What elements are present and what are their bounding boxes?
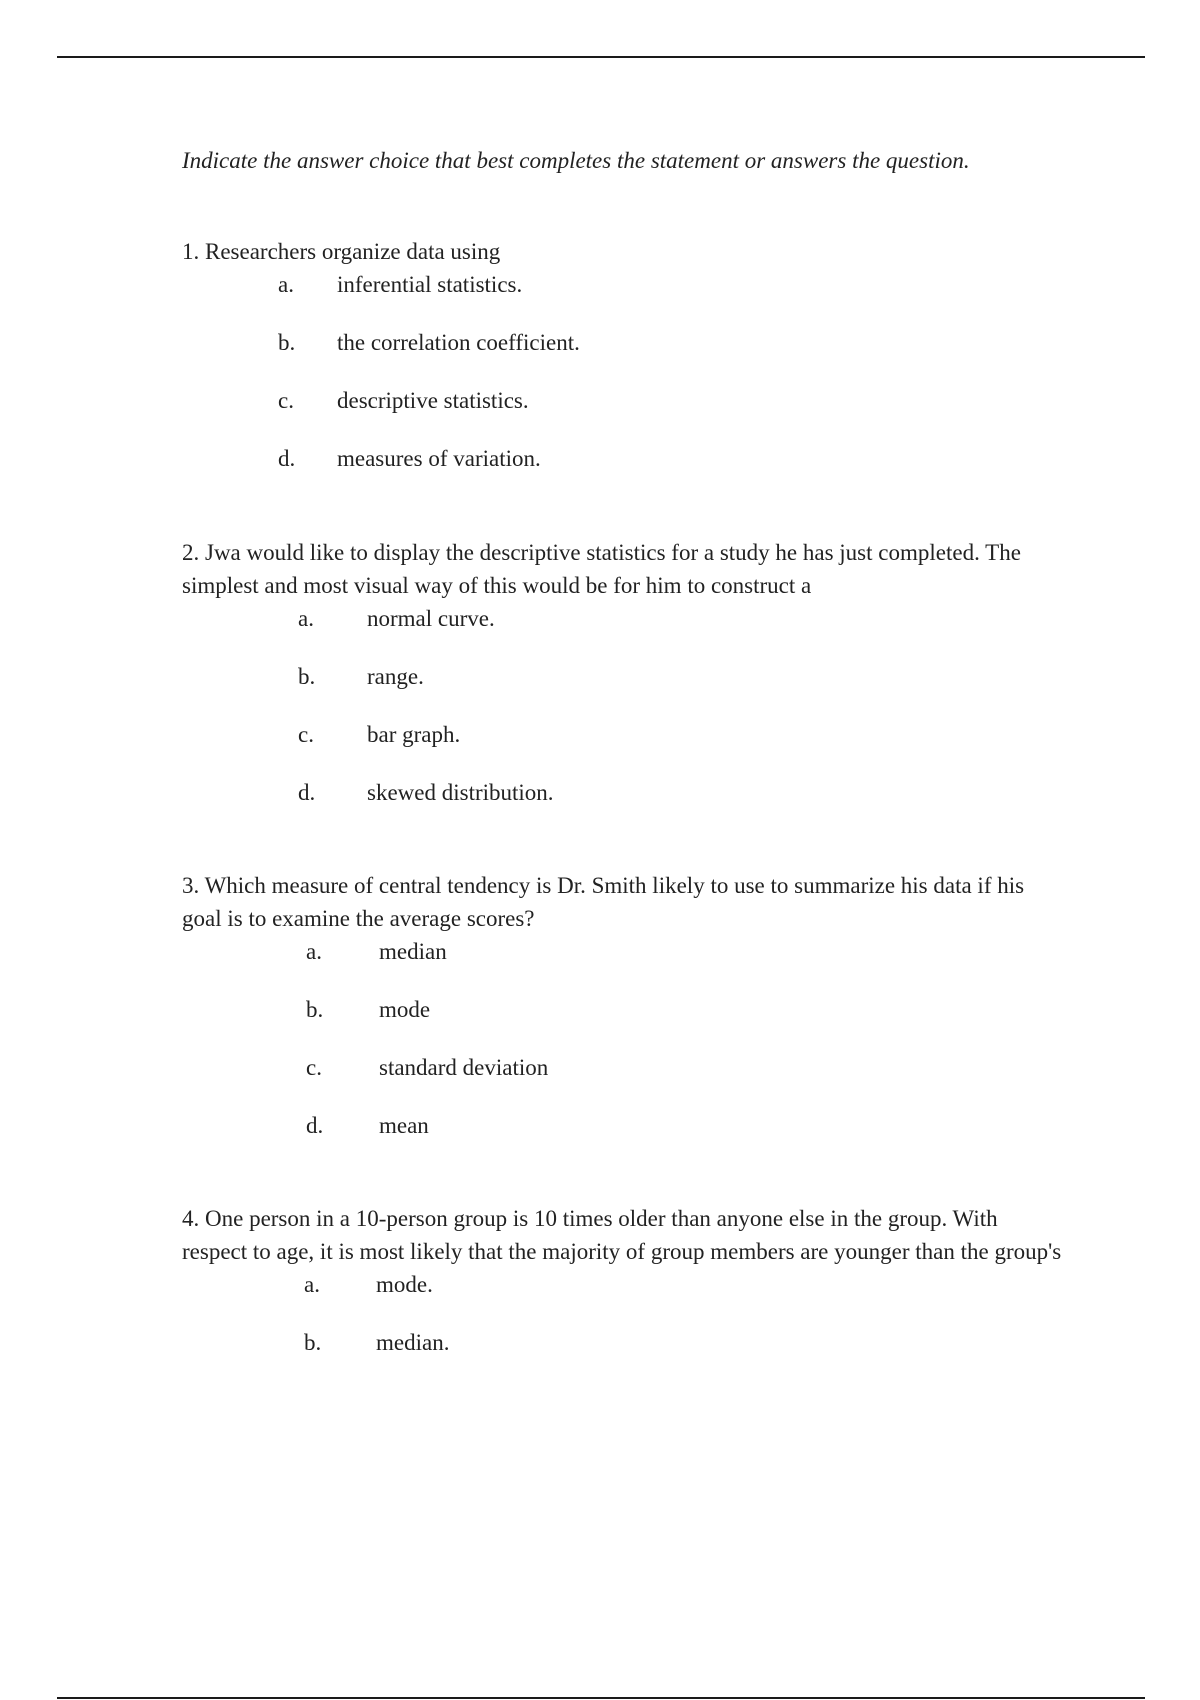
choice-text: the correlation coefficient. [337,330,580,355]
choice-letter: c. [278,388,294,413]
choice-text: bar graph. [367,722,461,747]
choice-text: inferential statistics. [337,272,523,297]
answer-choice-d[interactable] [298,776,1062,834]
question-2 [182,536,1062,834]
choice-letter: a. [278,272,294,297]
answer-choices [278,268,1062,500]
choice-text: mode. [376,1272,433,1297]
choice-text: standard deviation [379,1055,549,1080]
choice-letter: a. [304,1272,320,1297]
answer-choice-a[interactable] [298,602,1062,660]
answer-choices [306,935,1062,1167]
choice-letter: b. [304,1330,322,1355]
choice-text: measures of variation. [337,446,541,471]
answer-choice-b[interactable] [298,660,1062,718]
choice-letter: b. [278,330,296,355]
answer-choice-c[interactable] [306,1051,1062,1109]
choice-letter: d. [306,1113,324,1138]
question-3 [182,869,1062,1167]
instructions: Indicate the answer choice that best completes the statement or answers the question. [182,148,970,173]
answer-choice-c[interactable] [298,718,1062,776]
choice-text: mode [379,997,431,1022]
answer-choice-d[interactable] [306,1109,1062,1167]
choice-text: median [379,939,447,964]
choice-letter: d. [298,780,316,805]
question-stem: 4. One person in a 10-person group is 10 times older than anyone else in the group. With respect to age, it is most likely that the majority of group members are younger than the group's [182,1206,1062,1264]
choice-letter: b. [298,664,316,689]
choice-letter: c. [298,722,314,747]
question-stem: 2. Jwa would like to display the descriptive statistics for a study he has just completed. The simplest and most visual way of this would be for him to construct a [182,540,1021,598]
answer-choice-d[interactable] [278,442,1062,500]
bottom-divider [57,1697,1145,1699]
question-1 [182,235,1062,500]
choice-letter: c. [306,1055,322,1080]
question-stem: 3. Which measure of central tendency is Dr. Smith likely to use to summarize his data if his goal is to examine the average scores? [182,873,1025,931]
choice-text: descriptive statistics. [337,388,529,413]
answer-choice-c[interactable] [278,384,1062,442]
top-divider [57,56,1145,58]
choice-text: mean [379,1113,429,1138]
choice-letter: d. [278,446,296,471]
answer-choice-a[interactable] [278,268,1062,326]
choice-text: normal curve. [367,606,495,631]
answer-choice-a[interactable] [306,935,1062,993]
choice-text: median. [376,1330,450,1355]
choice-letter: b. [306,997,324,1022]
answer-choice-b[interactable] [304,1326,1062,1384]
choice-text: skewed distribution. [367,780,554,805]
choice-letter: a. [298,606,314,631]
answer-choices [298,602,1062,834]
question-stem: 1. Researchers organize data using [182,239,501,264]
answer-choices [304,1268,1062,1384]
answer-choice-a[interactable] [304,1268,1062,1326]
question-4 [182,1202,1062,1384]
choice-letter: a. [306,939,322,964]
answer-choice-b[interactable] [278,326,1062,384]
answer-choice-b[interactable] [306,993,1062,1051]
choice-text: range. [367,664,424,689]
